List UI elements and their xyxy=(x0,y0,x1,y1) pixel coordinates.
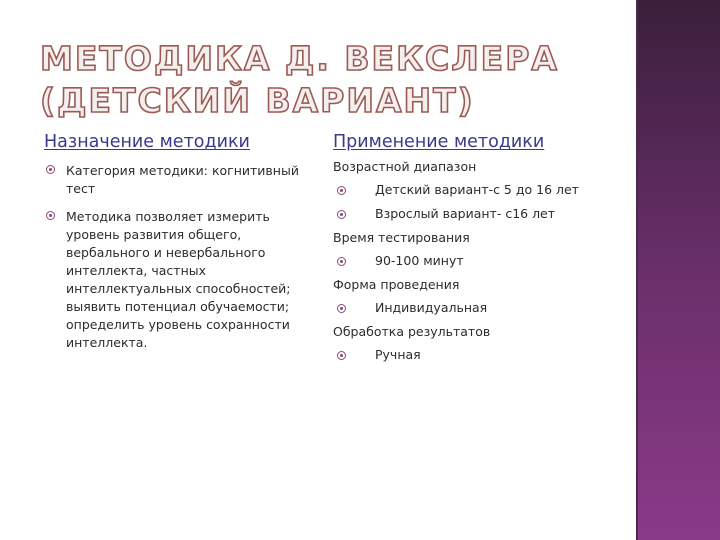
ring-bullet-icon xyxy=(337,186,346,195)
left-column xyxy=(44,132,314,362)
group-label-testing-time: Время тестирования xyxy=(333,230,470,245)
ring-bullet-icon xyxy=(46,165,55,174)
slide-title-line-1: МЕТОДИКА Д. ВЕКСЛЕРА xyxy=(40,39,559,78)
group-label-processing: Обработка результатов xyxy=(333,324,491,339)
sub-list-item xyxy=(333,299,623,317)
slide-title xyxy=(40,38,600,122)
ring-bullet-icon xyxy=(337,351,346,360)
ring-bullet-icon xyxy=(46,211,55,220)
sub-list-item-text: Ручная xyxy=(375,347,421,362)
sub-list-item xyxy=(333,181,623,199)
side-decorative-stripe xyxy=(638,0,720,540)
list-item-text: Категория методики: когнитивный тест xyxy=(66,163,299,196)
group-label-format: Форма проведения xyxy=(333,277,460,292)
sub-list-item xyxy=(333,346,623,364)
left-column-heading: Назначение методики xyxy=(44,132,250,152)
ring-bullet-icon xyxy=(337,210,346,219)
sub-list-item xyxy=(333,252,623,270)
slide-title-line-2: (ДЕТСКИЙ ВАРИАНТ) xyxy=(40,81,475,120)
ring-bullet-icon xyxy=(337,304,346,313)
group-label-age-range: Возрастной диапазон xyxy=(333,159,477,174)
sub-list-item-text: Взрослый вариант- с16 лет xyxy=(375,206,556,221)
right-column-heading: Применение методики xyxy=(333,132,545,152)
ring-bullet-icon xyxy=(337,257,346,266)
sub-list-item xyxy=(333,205,623,223)
list-item xyxy=(44,162,314,198)
sub-list-item-text: Детский вариант-с 5 до 16 лет xyxy=(375,182,579,197)
sub-list-item-text: Индивидуальная xyxy=(375,300,488,315)
right-column xyxy=(333,132,623,370)
list-item xyxy=(44,208,314,352)
sub-list-item-text: 90-100 минут xyxy=(375,253,464,268)
list-item-text: Методика позволяет измерить уровень развития общего, вербального и невербального интеллекта, частных интеллектуальных способностей; выявить потенциал обучаемости; определить уровень сохранности интеллекта. xyxy=(66,209,291,350)
